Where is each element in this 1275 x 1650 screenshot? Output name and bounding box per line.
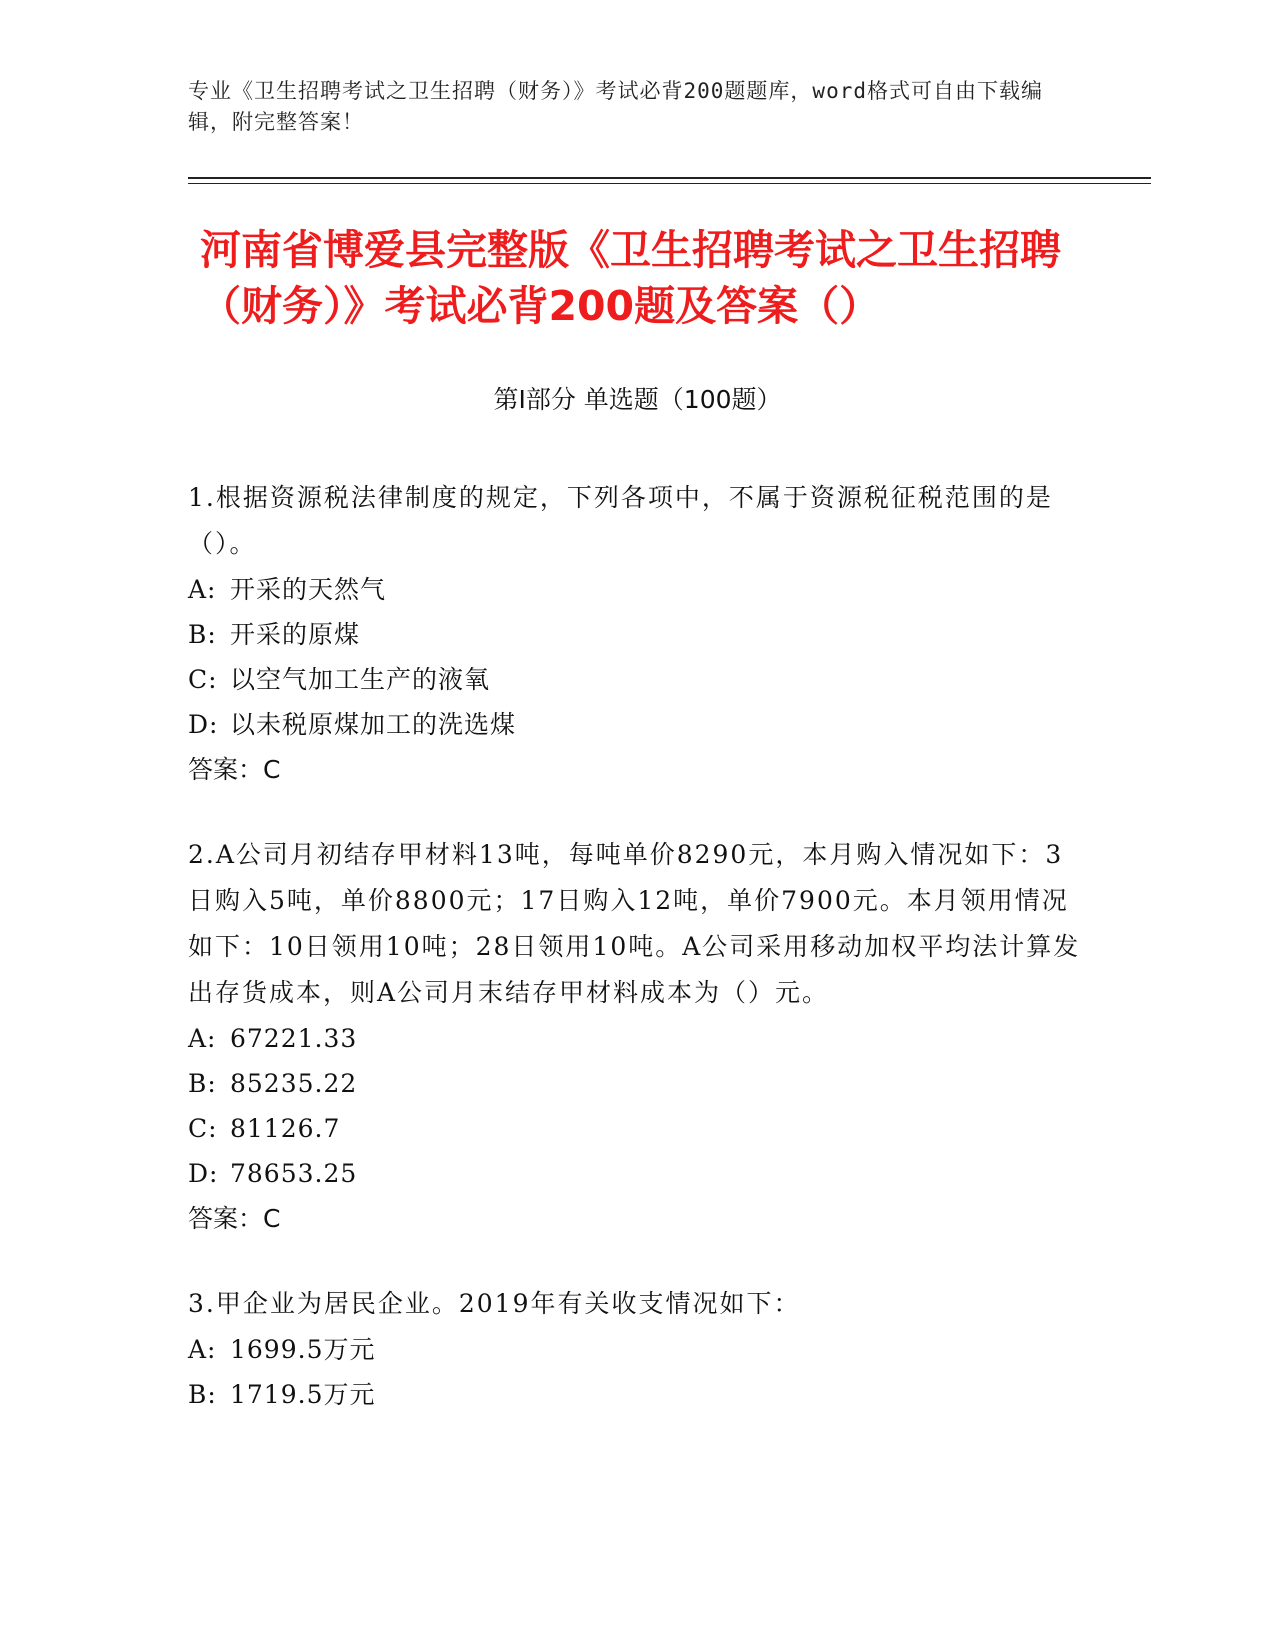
answer-line <box>188 1196 1088 1241</box>
option-key: A: <box>188 575 217 604</box>
question-2 <box>188 832 1088 1241</box>
option-a <box>188 1016 1088 1061</box>
option-value: 以空气加工生产的液氧 <box>230 665 491 694</box>
option-value: 67221.33 <box>230 1024 358 1053</box>
option-d <box>188 702 1088 747</box>
option-value: 开采的天然气 <box>230 575 387 604</box>
header-rule-thin <box>188 183 1151 184</box>
option-value: 开采的原煤 <box>230 620 361 649</box>
option-value: 81126.7 <box>230 1114 341 1143</box>
option-d <box>188 1151 1088 1196</box>
question-1 <box>188 475 1088 792</box>
document-title: 河南省博爱县完整版《卫生招聘考试之卫生招聘（财务）》考试必背200题及答案（） <box>200 226 1061 330</box>
option-b <box>188 1372 1088 1417</box>
header-rule-thick <box>188 177 1151 179</box>
section-title: 第I部分 单选题（100题） <box>493 385 782 414</box>
option-key: A: <box>188 1024 217 1053</box>
option-b <box>188 612 1088 657</box>
header-note: 专业《卫生招聘考试之卫生招聘（财务）》考试必背200题题库，word格式可自由下载编辑，附完整答案！ <box>188 79 1043 134</box>
answer-value: C <box>263 1204 281 1233</box>
option-c <box>188 1106 1088 1151</box>
option-key: C: <box>188 1114 218 1143</box>
option-a <box>188 567 1088 612</box>
option-key: B: <box>188 620 217 649</box>
question-list <box>188 475 1088 1457</box>
answer-line <box>188 747 1088 792</box>
option-key: A: <box>188 1335 217 1364</box>
option-key: B: <box>188 1069 217 1098</box>
question-text: 2.A公司月初结存甲材料13吨，每吨单价8290元，本月购入情况如下：3日购入5吨，单价8800元；17日购入12吨，单价7900元。本月领用情况如下：10日领用10吨；28日领用10吨。A公司采用移动加权平均法计算发出存货成本，则A公司月末结存甲材料成本为（）元。 <box>188 840 1081 1007</box>
option-c <box>188 657 1088 702</box>
option-key: D: <box>188 1159 219 1188</box>
answer-label: 答案： <box>188 1204 264 1233</box>
question-text: 3.甲企业为居民企业。2019年有关收支情况如下： <box>188 1289 801 1318</box>
option-key: C: <box>188 665 218 694</box>
option-key: B: <box>188 1380 217 1409</box>
answer-label: 答案： <box>188 755 264 784</box>
answer-value: C <box>263 755 281 784</box>
option-value: 1719.5万元 <box>230 1380 376 1409</box>
option-value: 85235.22 <box>230 1069 358 1098</box>
option-value: 1699.5万元 <box>230 1335 376 1364</box>
option-value: 78653.25 <box>230 1159 358 1188</box>
option-value: 以未税原煤加工的洗选煤 <box>230 710 517 739</box>
option-a <box>188 1327 1088 1372</box>
question-3 <box>188 1281 1088 1417</box>
option-key: D: <box>188 710 219 739</box>
option-b <box>188 1061 1088 1106</box>
question-text: 1.根据资源税法律制度的规定，下列各项中，不属于资源税征税范围的是（）。 <box>188 483 1053 558</box>
